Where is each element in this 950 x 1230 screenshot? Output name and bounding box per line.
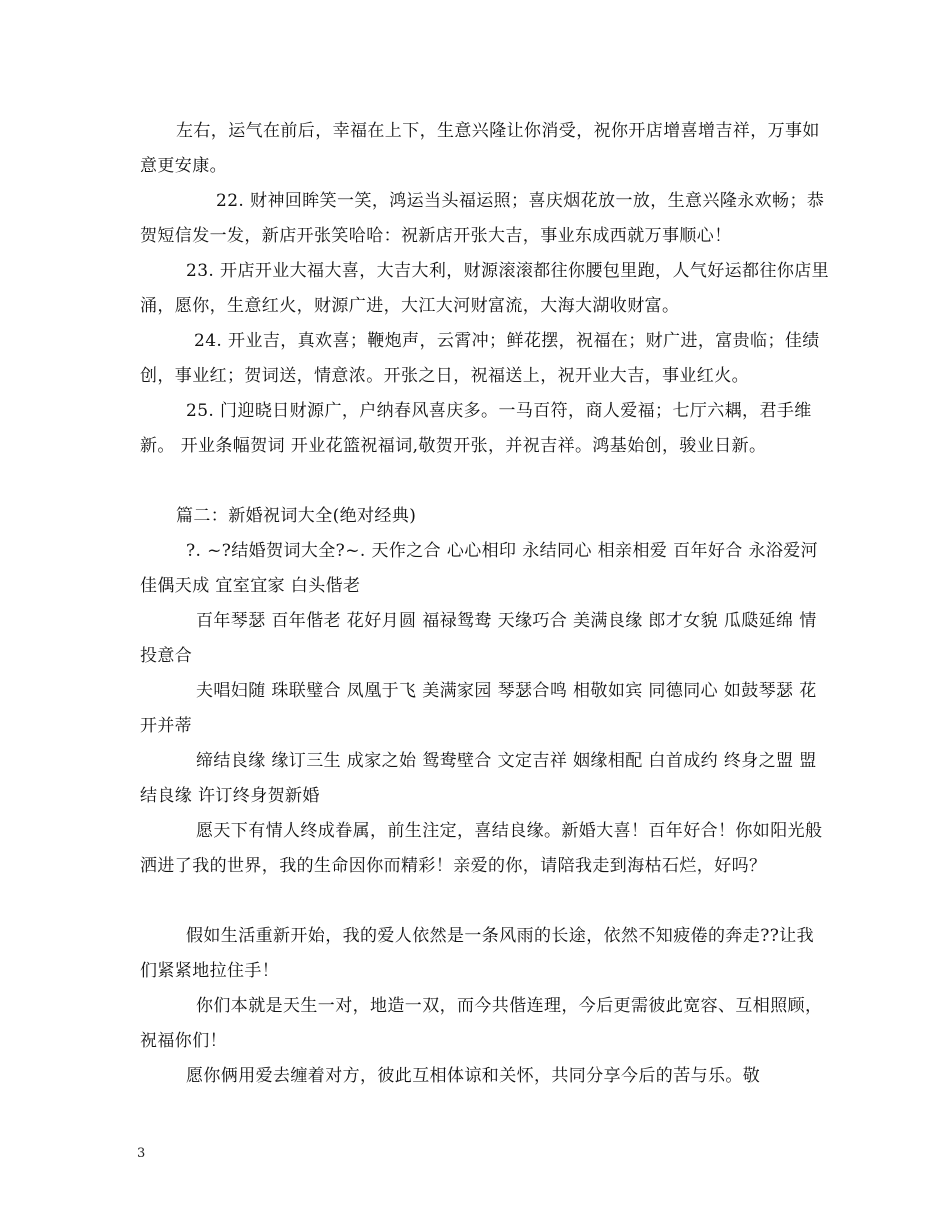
paragraph-1: 左右，运气在前后，幸福在上下，生意兴隆让你消受，祝你开店增喜增吉祥，万事如意更安康。	[140, 121, 820, 176]
paragraph-11: 假如生活重新开始，我的爱人依然是一条风雨的长途，依然不知疲倦的奔走??让我们紧紧地拉住手！	[140, 926, 815, 981]
page-number: 3	[137, 1146, 146, 1161]
paragraph-3: 23. 开店开业大福大喜，大吉大利，财源滚滚都往你腰包里跑，人气好运都往你店里涌，愿你，生意红火，财源广进，大江大河财富流，大海大湖收财富。	[140, 261, 830, 316]
paragraph-8: 夫唱妇随 珠联璧合 凤凰于飞 美满家园 琴瑟合鸣 相敬如宾 同德同心 如鼓琴瑟 花开并蒂	[140, 681, 817, 736]
paragraph-5: 25. 门迎晓日财源广，户纳春风喜庆多。一马百符，商人爱福；七厅六耦，君手维新。 开业条幅贺词 开业花篮祝福词,敬贺开张，并祝吉祥。鸿基始创，骏业日新。	[140, 401, 812, 456]
paragraph-10: 愿天下有情人终成眷属，前生注定，喜结良缘。新婚大喜！百年好合！你如阳光般洒进了我的世界，我的生命因你而精彩！亲爱的你，请陪我走到海枯石烂，好吗？	[140, 821, 823, 876]
paragraph-9: 缔结良缘 缘订三生 成家之始 鸳鸯壁合 文定吉祥 姻缘相配 白首成约 终身之盟 盟结良缘 许订终身贺新婚	[140, 751, 817, 806]
paragraph-2: 22. 财神回眸笑一笑，鸿运当头福运照；喜庆烟花放一放，生意兴隆永欢畅；恭贺短信发一发，新店开张笑哈哈：祝新店开张大吉，事业东成西就万事顺心！	[140, 191, 825, 246]
paragraph-12: 你们本就是天生一对，地造一双，而今共偕连理，今后更需彼此宽容、互相照顾，祝福你们！	[140, 996, 823, 1051]
paragraph-4: 24. 开业吉，真欢喜；鞭炮声，云霄冲；鲜花摆，祝福在；财广进，富贵临；佳绩创，事业红；贺词送，情意浓。开张之日，祝福送上，祝开业大吉，事业红火。	[140, 331, 820, 386]
paragraph-7: 百年琴瑟 百年偕老 花好月圆 福禄鸳鸯 天缘巧合 美满良缘 郎才女貌 瓜瓞延绵 情投意合	[140, 611, 817, 666]
section-heading: 篇二：新婚祝词大全(绝对经典)	[176, 506, 417, 526]
paragraph-6: ?. ~?结婚贺词大全?~. 天作之合 心心相印 永结同心 相亲相爱 百年好合 永浴爱河 佳偶天成 宜室宜家 白头偕老	[140, 541, 819, 596]
paragraph-13: 愿你俩用爱去缠着对方，彼此互相体谅和关怀，共同分享今后的苦与乐。敬	[186, 1066, 761, 1086]
